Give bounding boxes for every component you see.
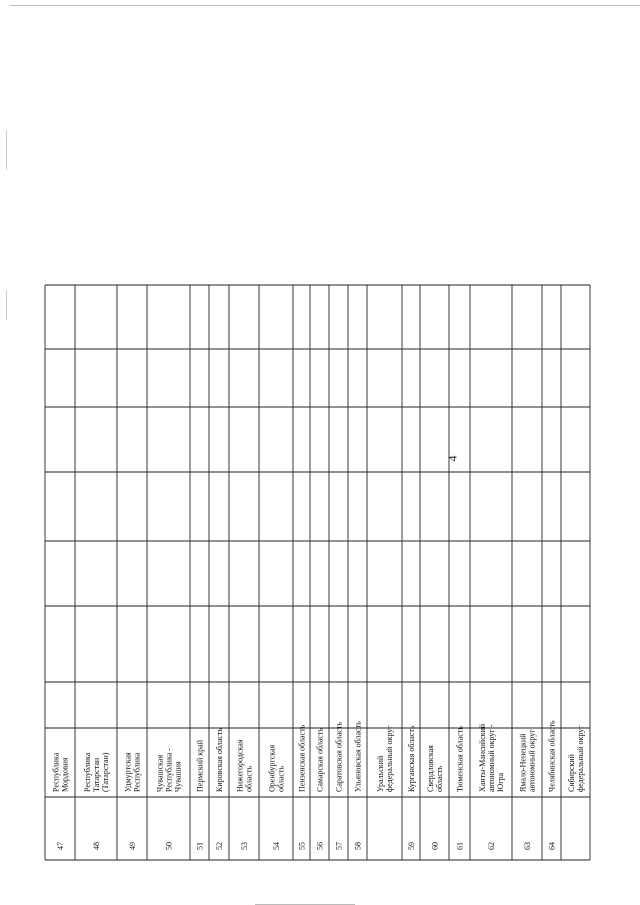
row-number: 59 xyxy=(407,842,416,850)
row-number: 47 xyxy=(56,842,65,850)
region-name: Уральский xyxy=(376,755,385,792)
region-name: Татарстан xyxy=(92,757,101,792)
region-name: Саратовская область xyxy=(334,721,344,792)
region-name: Челябинская область xyxy=(547,720,557,792)
region-name: Мордовия xyxy=(60,757,70,792)
row-number: 56 xyxy=(315,842,325,850)
region-name: Оренбургская xyxy=(267,744,277,792)
region-name: область xyxy=(276,765,286,792)
row-number: 51 xyxy=(195,842,205,850)
region-name: Республика xyxy=(51,752,61,792)
region-name: Республика - xyxy=(164,748,174,792)
row-number: 60 xyxy=(430,842,440,850)
row-number: 49 xyxy=(128,842,137,850)
row-number: 53 xyxy=(240,842,249,850)
region-name: Сибирский xyxy=(567,754,576,792)
region-name: Пермский край xyxy=(195,740,205,792)
region-name: автономный округ xyxy=(527,729,537,792)
row-number: 64 xyxy=(547,842,557,850)
region-name: Ямало-Ненецкий xyxy=(518,733,528,792)
region-name: Удмуртская xyxy=(123,752,133,792)
region-name: Кировская область xyxy=(215,727,224,792)
region-name: федеральный округ xyxy=(576,725,585,792)
region-name: Самарская область xyxy=(315,727,325,792)
region-name: Югра xyxy=(496,772,505,792)
region-name: Ульяновская область xyxy=(353,721,363,792)
row-number: 55 xyxy=(297,842,307,850)
row-number: 62 xyxy=(487,842,496,850)
region-name: область xyxy=(435,765,444,792)
region-name: Курганская область xyxy=(407,725,416,792)
row-number: 52 xyxy=(215,842,224,850)
row-number: 58 xyxy=(353,842,363,850)
row-number: 63 xyxy=(523,842,532,850)
row-number: 61 xyxy=(455,842,465,850)
page-number: 4 xyxy=(445,455,460,462)
region-name: (Татарстан) xyxy=(101,752,110,792)
region-name: автономный округ - xyxy=(487,724,496,792)
row-number: 54 xyxy=(272,842,281,850)
region-name: Нижегородская xyxy=(235,739,245,792)
region-name: Республика xyxy=(132,752,142,792)
row-number: 57 xyxy=(334,842,344,850)
region-name: область xyxy=(244,765,254,792)
region-name: федеральный округ xyxy=(385,725,394,792)
region-name: Пензенская область xyxy=(297,724,307,792)
region-name: Ханты-Мансийский xyxy=(478,723,487,792)
region-name: Чувашия xyxy=(173,761,183,792)
row-number: 50 xyxy=(164,842,174,850)
row-number: 48 xyxy=(92,842,101,850)
region-name: Свердловская xyxy=(426,745,435,792)
region-name: Чувашская xyxy=(155,754,165,792)
region-name: Тюменская область xyxy=(455,726,465,792)
region-name: Республика xyxy=(83,752,92,792)
